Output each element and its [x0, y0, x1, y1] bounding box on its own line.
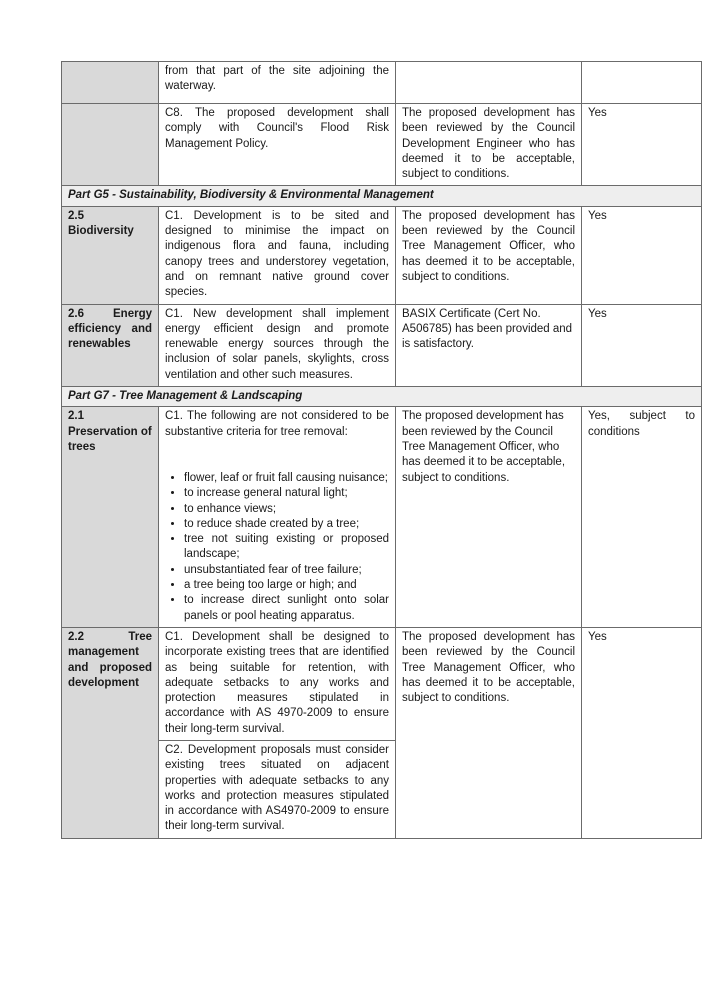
- complies-cell: Yes: [582, 104, 702, 186]
- compliance-table: [61, 61, 702, 839]
- requirement-cell: C2. Development proposals must consider existing trees situated on adjacent properties with adequate setbacks to any works and protection measures stipulated in accordance with AS4970-2009 to ensure their long-term survival.: [159, 740, 396, 838]
- requirement-intro: C1. The following are not considered to be substantive criteria for tree removal:: [165, 410, 389, 438]
- compliance-comment-cell: [396, 62, 582, 104]
- table-row: [62, 62, 702, 104]
- tree-removal-criteria-list: [165, 471, 389, 624]
- list-item: • a tree being too large or high; and: [184, 578, 389, 593]
- complies-cell: Yes: [582, 304, 702, 386]
- complies-cell: Yes: [582, 627, 702, 838]
- part-g5-heading: Part G5 - Sustainability, Biodiversity & Environmental Management: [62, 186, 702, 206]
- control-section-cell: 2.5 Biodiversity: [62, 206, 159, 304]
- list-item: • to reduce shade created by a tree;: [184, 517, 389, 532]
- requirement-cell: C1. Development shall be designed to incorporate existing trees that are identified as being suitable for retention, with adequate setbacks to any works and protection measures stipulated in accordance with AS 4970-2009 to ensure their long-term survival.: [159, 627, 396, 740]
- requirement-cell: from that part of the site adjoining the waterway.: [159, 62, 396, 104]
- compliance-comment-cell: The proposed development has been reviewed by the Council Development Engineer who has deemed it to be acceptable, subject to conditions.: [396, 104, 582, 186]
- list-item: • to increase general natural light;: [184, 486, 389, 501]
- control-section-cell: 2.6 Energy efficiency and renewables: [62, 304, 159, 386]
- requirement-cell: C8. The proposed development shall comply with Council's Flood Risk Management Policy.: [159, 104, 396, 186]
- list-item: • to increase direct sunlight onto solar panels or pool heating apparatus.: [184, 593, 389, 624]
- control-section-cell: 2.2 Tree management and proposed development: [62, 627, 159, 838]
- compliance-comment-cell: The proposed development has been reviewed by the Council Tree Management Officer, who has deemed it to be acceptable, subject to conditions.: [396, 627, 582, 838]
- list-item: • flower, leaf or fruit fall causing nuisance;: [184, 471, 389, 486]
- table-row: [62, 104, 702, 186]
- list-item: • unsubstantiated fear of tree failure;: [184, 563, 389, 578]
- control-section-cell: 2.1 Preservation of trees: [62, 407, 159, 628]
- table-row: [62, 206, 702, 304]
- part-g7-heading: Part G7 - Tree Management & Landscaping: [62, 387, 702, 407]
- control-section-cell: [62, 104, 159, 186]
- compliance-comment-cell: The proposed development has been reviewed by the Council Tree Management Officer, who has deemed it to be acceptable, subject to conditions.: [396, 206, 582, 304]
- list-item: • to enhance views;: [184, 502, 389, 517]
- part-heading-row: [62, 387, 702, 407]
- complies-cell: [582, 62, 702, 104]
- requirement-cell: C1. Development is to be sited and designed to minimise the impact on indigenous flora and fauna, including canopy trees and understorey vegetation, and on remnant native ground cover species.: [159, 206, 396, 304]
- compliance-comment-cell: The proposed development has been reviewed by the Council Tree Management Officer, who has deemed it to be acceptable, subject to conditions.: [396, 407, 582, 628]
- complies-cell: Yes, subject to conditions: [582, 407, 702, 628]
- requirement-cell: [159, 407, 396, 628]
- control-section-cell: [62, 62, 159, 104]
- table-row: [62, 304, 702, 386]
- part-heading-row: [62, 186, 702, 206]
- table-row: [62, 407, 702, 628]
- table-row: [62, 627, 702, 740]
- list-item: • tree not suiting existing or proposed landscape;: [184, 532, 389, 563]
- complies-cell: Yes: [582, 206, 702, 304]
- planning-compliance-table-page: [61, 61, 695, 839]
- requirement-cell: C1. New development shall implement energy efficient design and promote renewable energy sources through the inclusion of solar panels, skylights, cross ventilation and other such measures.: [159, 304, 396, 386]
- compliance-comment-cell: BASIX Certificate (Cert No. A506785) has been provided and is satisfactory.: [396, 304, 582, 386]
